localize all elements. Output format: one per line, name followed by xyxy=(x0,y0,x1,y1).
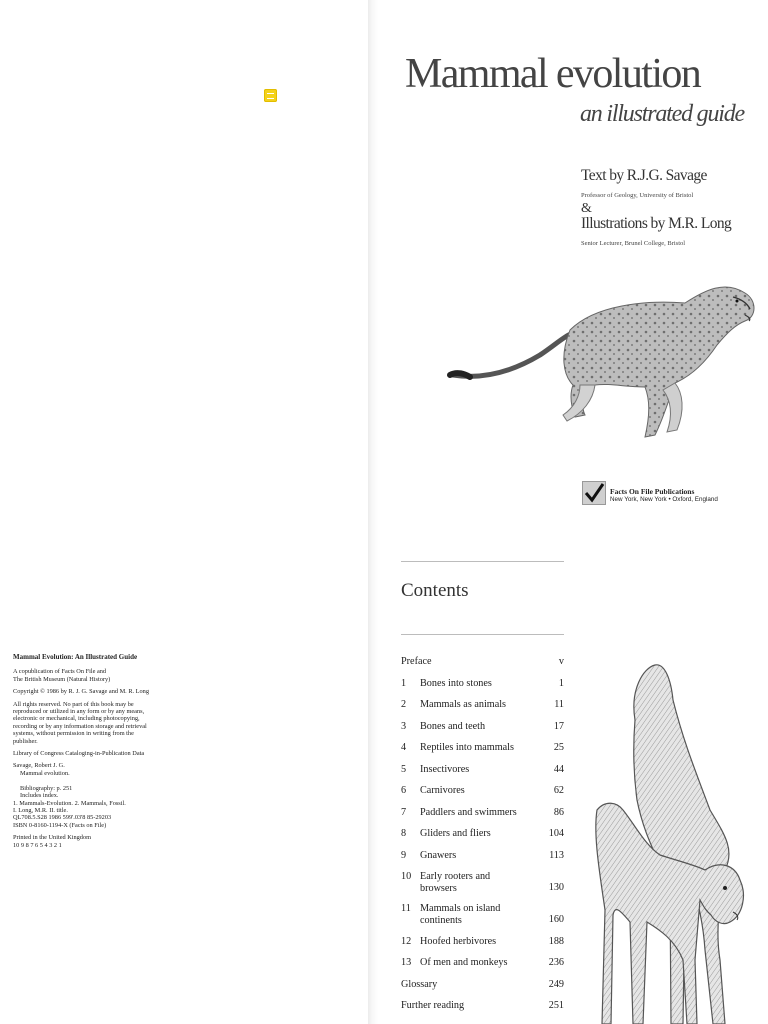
copublication-line-1: A copublication of Facts On File and xyxy=(13,668,107,676)
book-gutter xyxy=(368,0,378,1024)
checkmark-logo-icon xyxy=(582,481,606,505)
toc-number: 7 xyxy=(401,807,407,818)
rights-line: All rights reserved. No part of this book may be xyxy=(13,700,134,708)
cip-line: ISBN 0-8160-1194-X (Facts on File) xyxy=(13,821,107,829)
note-icon[interactable] xyxy=(264,89,277,102)
publisher-places: New York, New York • Oxford, England xyxy=(610,496,718,503)
toc-label: Of men and monkeys xyxy=(420,957,508,968)
rights-line: electronic or mechanical, including photocopying, xyxy=(13,715,140,723)
toc-label: Gliders and fliers xyxy=(420,828,491,839)
book-title: Mammal evolution xyxy=(405,51,701,97)
imprint-block xyxy=(13,654,183,854)
left-page xyxy=(0,0,371,1024)
toc-page: 11 xyxy=(554,699,564,710)
toc-number: 4 xyxy=(401,742,407,753)
imprint-title: Mammal Evolution: An Illustrated Guide xyxy=(13,653,138,661)
printing-line: 10 9 8 7 6 5 4 3 2 1 xyxy=(13,841,62,849)
publisher-name: Facts On File Publications xyxy=(610,487,695,496)
toc-label: Paddlers and swimmers xyxy=(420,807,517,818)
toc-page: 113 xyxy=(549,850,564,861)
toc-label: Early rooters and browsers xyxy=(420,871,491,894)
imprint-copublication xyxy=(13,668,183,683)
imprint-rights xyxy=(13,701,183,745)
contents-rule-top xyxy=(401,561,564,562)
contents-heading: Contents xyxy=(401,580,469,601)
cip-line: I. Long, M.R. II. title. xyxy=(13,806,68,814)
cip-line: Mammal evolution. xyxy=(20,769,70,777)
contents-rule-bottom xyxy=(401,634,564,635)
toc-label: Carnivores xyxy=(420,785,465,796)
toc-label: Gnawers xyxy=(420,850,457,861)
rights-line: publisher. xyxy=(13,737,38,745)
toc-page: 1 xyxy=(558,678,564,689)
rights-line: recording or by any information storage and retrieval xyxy=(13,722,147,730)
toc-label: Bones and teeth xyxy=(420,721,486,732)
toc-number: 9 xyxy=(401,850,407,861)
toc-page: 44 xyxy=(553,764,564,775)
toc-number: 5 xyxy=(401,764,407,775)
toc-number: 12 xyxy=(401,936,412,947)
author-credit: Text by R.J.G. Savage xyxy=(581,167,707,184)
cip-line: Bibliography: p. 251 xyxy=(20,784,73,792)
toc-label: Hoofed herbivores xyxy=(420,936,497,947)
toc-number: 13 xyxy=(401,957,412,968)
toc-page: 251 xyxy=(548,1000,564,1011)
imprint-printed xyxy=(13,834,183,849)
toc-page: 104 xyxy=(548,828,564,839)
toc-number: 3 xyxy=(401,721,407,732)
rights-line: reproduced or utilized in any form or by any means, xyxy=(13,708,145,716)
camel-illustration xyxy=(575,660,768,1024)
illustrator-affiliation: Senior Lecturer, Brunel College, Bristol xyxy=(581,240,686,247)
cip-line: Includes index. xyxy=(20,792,59,800)
book-subtitle: an illustrated guide xyxy=(580,101,744,127)
toc-number: 8 xyxy=(401,828,407,839)
toc-label: Preface xyxy=(401,656,432,667)
toc-label: Glossary xyxy=(401,979,438,990)
toc-page: v xyxy=(558,656,564,667)
toc-page: 17 xyxy=(553,721,564,732)
toc-page: 249 xyxy=(548,979,564,990)
toc-label: Mammals as animals xyxy=(420,699,507,710)
toc-page: 62 xyxy=(553,785,564,796)
toc-page: 130 xyxy=(548,882,564,893)
toc-number: 11 xyxy=(401,903,411,914)
toc-page: 25 xyxy=(553,742,564,753)
big-cat-illustration xyxy=(445,275,760,445)
toc-page: 86 xyxy=(553,807,564,818)
imprint-cip-heading: Library of Congress Cataloging-in-Publication Data xyxy=(13,750,145,758)
illustrator-credit: Illustrations by M.R. Long xyxy=(581,215,732,232)
toc-number: 2 xyxy=(401,699,407,710)
toc-page: 160 xyxy=(548,914,564,925)
imprint-copyright: Copyright © 1986 by R. J. G. Savage and M. R. Long xyxy=(13,688,149,696)
toc-label: Insectivores xyxy=(420,764,470,775)
toc-label: Mammals on island continents xyxy=(420,903,501,926)
toc-label: Further reading xyxy=(401,1000,465,1011)
cip-line: QL708.5.S28 1986 599'.03'8 85-29203 xyxy=(13,814,112,822)
rights-line: systems, without permission in writing from the xyxy=(13,730,134,738)
toc-number: 1 xyxy=(401,678,407,689)
toc-number: 10 xyxy=(401,871,412,882)
cip-line: 1. Mammals-Evolution. 2. Mammals, Fossil. xyxy=(13,799,126,807)
copublication-line-2: The British Museum (Natural History) xyxy=(13,675,111,683)
printed-line: Printed in the United Kingdom xyxy=(13,834,92,842)
toc-number: 6 xyxy=(401,785,407,796)
toc-page: 188 xyxy=(548,936,564,947)
imprint-cip xyxy=(13,762,183,829)
ampersand: & xyxy=(581,201,592,216)
cip-line: Savage, Robert J. G. xyxy=(13,762,65,770)
toc-label: Reptiles into mammals xyxy=(420,742,514,753)
toc-page: 236 xyxy=(548,957,564,968)
toc-label: Bones into stones xyxy=(420,678,492,689)
author-affiliation: Professor of Geology, University of Bristol xyxy=(581,192,694,199)
